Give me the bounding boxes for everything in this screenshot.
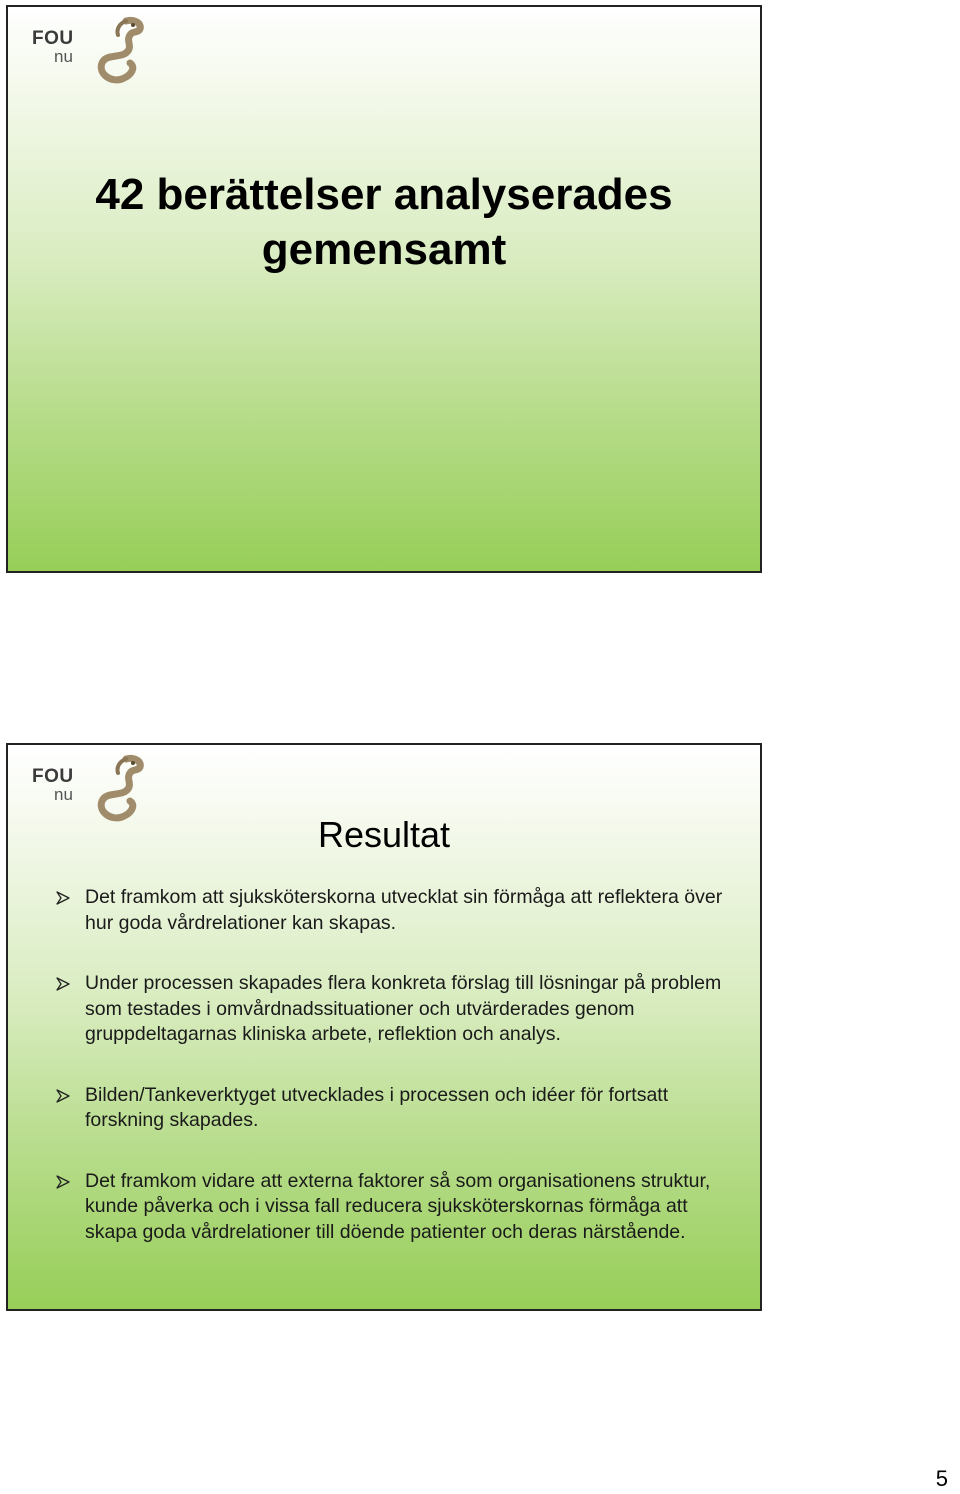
logo-text-fou: FOU xyxy=(32,766,74,787)
logo-text-fou: FOU xyxy=(32,28,74,49)
bullet-list xyxy=(52,885,742,1280)
bullet-text: Bilden/Tankeverktyget utvecklades i processen och idéer för fortsatt forskning skapades. xyxy=(85,1083,669,1131)
arrow-bullet-icon xyxy=(56,977,70,991)
list-item xyxy=(52,1083,742,1134)
list-item xyxy=(52,1169,742,1246)
slide-1 xyxy=(6,5,762,573)
bullet-text: Under processen skapades flera konkreta förslag till lösningar på problem som testades i omvårdnadssituationer och utvärderades genom gruppdeltagarnas kliniska arbete, reflektion och analys. xyxy=(85,972,722,1045)
slide-1-title-line-2: gemensamt xyxy=(261,225,507,274)
arrow-bullet-icon xyxy=(56,1175,70,1189)
slide-2 xyxy=(6,743,762,1311)
fou-nu-logo xyxy=(30,15,150,89)
arrow-bullet-icon xyxy=(56,891,70,905)
logo-text-nu: nu xyxy=(54,47,73,66)
logo-text-nu: nu xyxy=(54,785,73,804)
arrow-bullet-icon xyxy=(56,1089,70,1103)
bullet-text: Det framkom vidare att externa faktorer så som organisationens struktur, kunde påverka och i vissa fall reducera sjuksköterskornas förmåga att skapa goda vårdrelationer till döende patienter och deras närstående. xyxy=(85,1169,711,1243)
slide-1-title xyxy=(8,167,760,277)
list-item xyxy=(52,971,742,1048)
slide-1-title-line-1: 42 berättelser analyserades xyxy=(95,170,673,219)
seahorse-icon xyxy=(86,15,146,87)
slide-2-title: Resultat xyxy=(317,814,451,855)
page-number: 5 xyxy=(935,1466,948,1491)
list-item xyxy=(52,885,742,936)
bullet-text: Det framkom att sjuksköterskorna utvecklat sin förmåga att reflektera över hur goda vårdrelationer kan skapas. xyxy=(85,886,723,934)
